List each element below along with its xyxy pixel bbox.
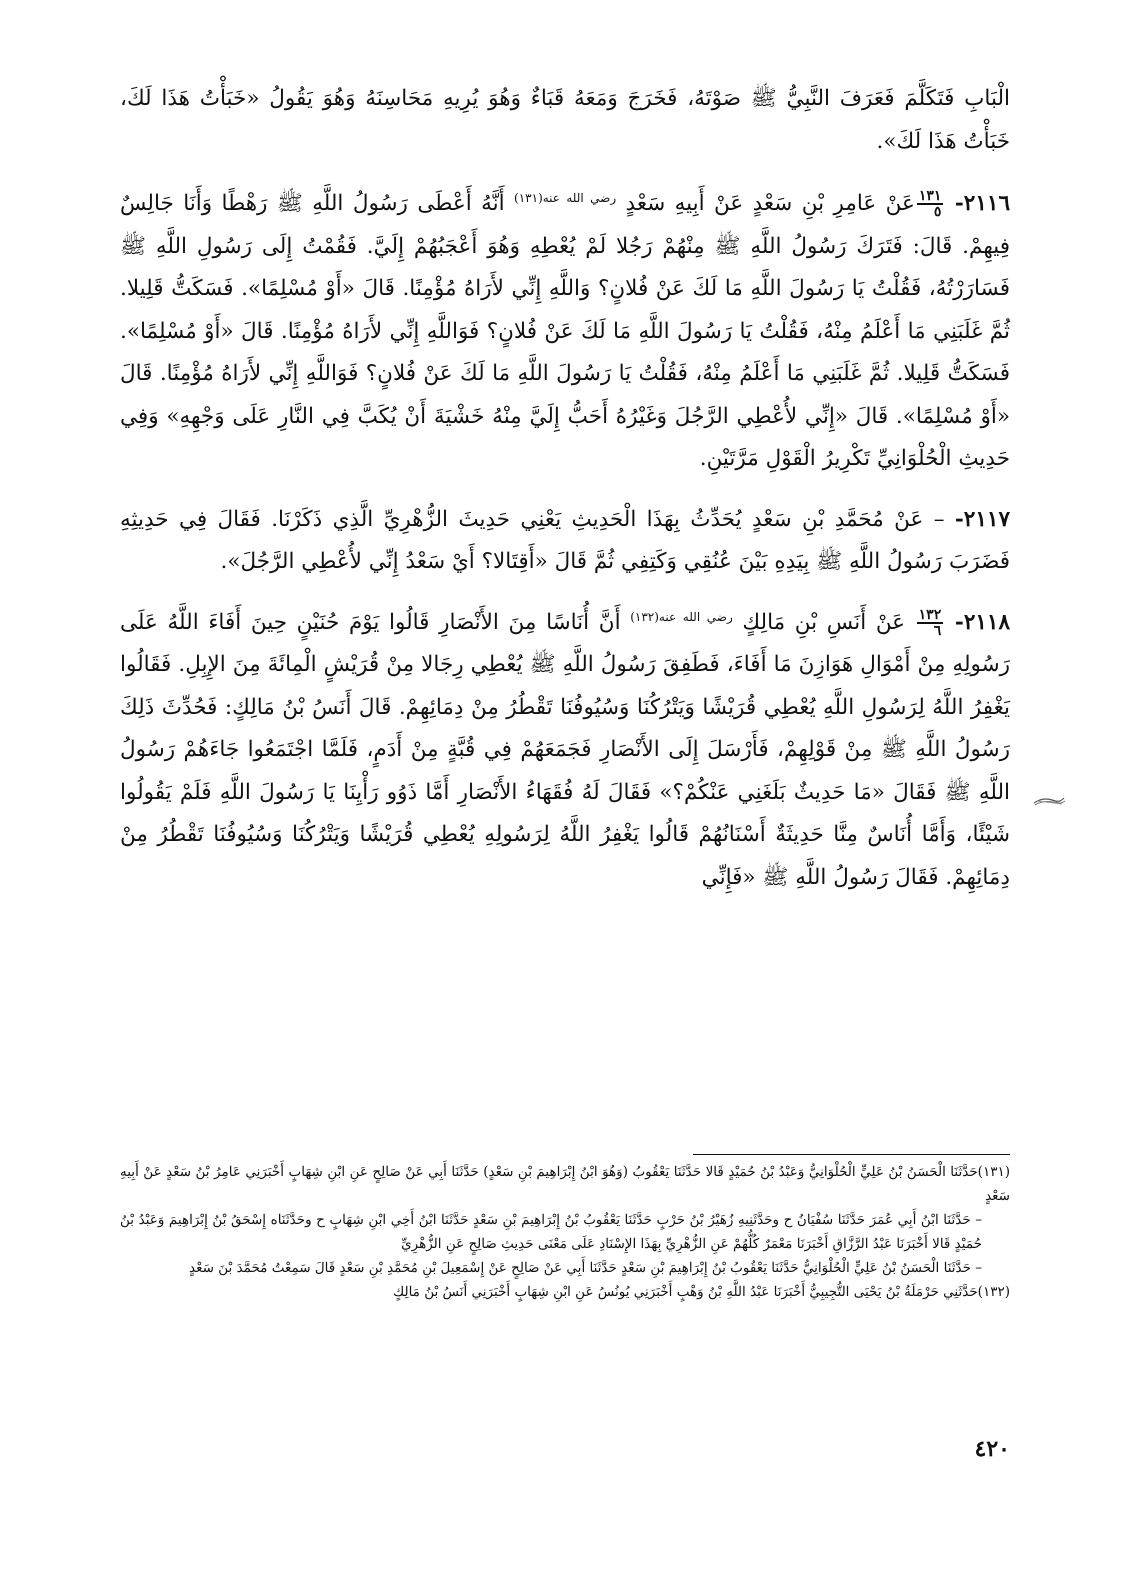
hadith-text: أَنَّهُ أَعْطَى رَسُولُ اللَّهِ ﷺ رَهْطًا وَأَنَا جَالِسٌ فِيهِمْ. قَالَ: فَتَرَكَ رَسُولُ اللَّهِ ﷺ مِنْهُمْ رَجُلا لَمْ يُعْطِهِ وَهُوَ أَعْجَبُهُمْ إِلَيَّ. فَقُمْتُ إِلَى رَسُولِ اللَّهِ ﷺ فَسَارَرْتُهُ، فَقُلْتُ يَا رَسُولَ اللَّهِ مَا لَكَ عَنْ فُلانٍ؟ وَاللَّهِ إِنِّي لأَرَاهُ مُؤْمِنًا. قَالَ «أَوْ مُسْلِمًا». فَسَكَتُّ قَلِيلا. ثُمَّ غَلَبَنِي مَا أَعْلَمُ مِنْهُ، فَقُلْتُ يَا رَسُولَ اللَّهِ مَا لَكَ عَنْ فُلانٍ؟ فَوَاللَّهِ إِنِّي لأَرَاهُ مُؤْمِنًا. قَالَ «أَوْ مُسْلِمًا». فَسَكَتُّ قَلِيلا. ثُمَّ غَلَبَنِي مَا أَعْلَمُ مِنْهُ، فَقُلْتُ يَا رَسُولَ اللَّهِ مَا لَكَ عَنْ فُلانٍ؟ فَوَاللَّهِ إِنِّي لأَرَاهُ مُؤْمِنًا. قَالَ «أَوْ مُسْلِمًا». قَالَ «إِنِّي لأُعْطِي الرَّجُلَ وَغَيْرُهُ أَحَبُّ إِلَيَّ مِنْهُ خَشْيَةَ أَنْ يُكَبَّ فِي النَّارِ عَلَى وَجْهِهِ» وَفِي حَدِيثِ الْحُلْوَانِيِّ تَكْرِيرُ الْقَوْلِ مَرَّتَيْنِ. bbox=[120, 191, 1010, 471]
honorific-glyph: رضي الله عنه bbox=[658, 609, 733, 624]
hadith-2117 bbox=[120, 499, 1010, 584]
fraction-denominator: ٦ bbox=[933, 622, 942, 639]
hadith-number: ٢١١٦- bbox=[954, 191, 1010, 216]
hadith-text: أَنَّ أُنَاسًا مِنَ الأَنْصَارِ قَالُوا يَوْمَ حُنَيْنٍ حِينَ أَفَاءَ اللَّهُ عَلَى رَسُولِهِ مِنْ أَمْوَالِ هَوَازِنَ مَا أَفَاءَ، فَطَفِقَ رَسُولُ اللَّهِ ﷺ يُعْطِي رِجَالا مِنْ قُرَيْشٍ الْمِائَةَ مِنَ الإِبِلِ. فَقَالُوا يَغْفِرُ اللَّهُ لِرَسُولِ اللَّهِ يُعْطِي قُرَيْشًا وَيَتْرُكُنَا وَسُيُوفُنَا تَقْطُرُ مِنْ دِمَائِهِمْ. قَالَ أَنَسُ بْنُ مَالِكٍ: فَحُدِّثَ ذَلِكَ رَسُولُ اللَّهِ ﷺ مِنْ قَوْلِهِمْ، فَأَرْسَلَ إِلَى الأَنْصَارِ فَجَمَعَهُمْ فِي قُبَّةٍ مِنْ أَدَمٍ، فَلَمَّا اجْتَمَعُوا جَاءَهُمْ رَسُولُ اللَّهِ ﷺ فَقَالَ «مَا حَدِيثٌ بَلَغَنِي عَنْكُمْ؟» فَقَالَ لَهُ فُقَهَاءُ الأَنْصَارِ أَمَّا ذَوُو رَأْيِنَا يَا رَسُولَ اللَّهِ فَلَمْ يَقُولُوا شَيْئًا، وَأَمَّا أُنَاسٌ مِنَّا حَدِيثَةٌ أَسْنَانُهُمْ قَالُوا يَغْفِرُ اللَّهُ لِرَسُولِهِ يُعْطِي قُرَيْشًا وَيَتْرُكُنَا وَسُيُوفُنَا تَقْطُرُ مِنْ دِمَائِهِمْ. فَقَالَ رَسُولُ اللَّهِ ﷺ «فَإِنِّي bbox=[120, 609, 1010, 890]
footnote-reference: (١٣٢) bbox=[630, 609, 659, 624]
hadith-text: – عَنْ مُحَمَّدِ بْنِ سَعْدٍ يُحَدِّثُ بِهَذَا الْحَدِيثِ يَعْنِي حَدِيثَ الزُّهْرِيِّ الَّذِي ذَكَرْنَا. فَقَالَ فِي حَدِيثِهِ فَضَرَبَ رَسُولُ اللَّهِ ﷺ بِيَدِهِ بَيْنَ عُنُقِي وَكَتِفِي ثُمَّ قَالَ «أَقِتَالا؟ أَيْ سَعْدُ إِنِّي لأُعْطِي الرَّجُلَ». bbox=[120, 506, 1010, 574]
footnote-132: (١٣٢)حَدَّثَنِي حَرْمَلَةُ بْنُ يَحْيَى التُّجِيبِيُّ أَخْبَرَنَا عَبْدُ اللَّهِ بْنُ وَهْبٍ أَخْبَرَنِي يُونُسُ عَنِ ابْنِ شِهَابٍ أَخْبَرَنِي أَنَسُ بْنُ مَالِكٍ bbox=[393, 1284, 1010, 1300]
footnote-131: (١٣١)حَدَّثَنَا الْحَسَنُ بْنُ عَلِيٍّ الْحُلْوَانِيُّ وَعَبْدُ بْنُ حُمَيْدٍ قَالا حَدَّثَنَا يَعْقُوبُ (وَهُوَ ابْنُ إِبْرَاهِيمَ بْنِ سَعْدٍ) حَدَّثَنَا أَبِي عَنْ صَالِحٍ عَنِ ابْنِ شِهَابٍ أَخْبَرَنِي عَامِرُ بْنُ سَعْدٍ عَنْ أَبِيهِ سَعْدٍ bbox=[120, 1164, 1010, 1204]
footnote-separator bbox=[693, 1154, 1010, 1155]
footnote-131-chain-2: – حَدَّثَنَا ابْنُ أَبِي عُمَرَ حَدَّثَنَا سُفْيَانُ ح وحَدَّثَنِيهِ زُهَيْرُ بْنُ حَرْبٍ حَدَّثَنَا يَعْقُوبُ بْنُ إِبْرَاهِيمَ بْنِ سَعْدٍ حَدَّثَنَا ابْنُ أَخِي ابْنِ شِهَابٍ ح وحَدَّثَنَاه إِسْحَقُ بْنُ إِبْرَاهِيمَ وَعَبْدُ بْنُ حُمَيْدٍ قَالا أَخْبَرَنَا عَبْدُ الرَّزَّاقِ أَخْبَرَنَا مَعْمَرٌ كُلُّهُمْ عَنِ الزُّهْرِيِّ بِهَذَا الإِسْنَادِ عَلَى مَعْنَى حَدِيثِ صَالِحٍ عَنِ الزُّهْرِيِّ bbox=[120, 1212, 982, 1252]
fraction-denominator: ٥ bbox=[933, 204, 942, 220]
hadith-2118 bbox=[120, 602, 1010, 900]
footnote-reference: (١٣١) bbox=[514, 190, 543, 205]
honorific-glyph: رضي الله عنه bbox=[542, 190, 617, 205]
hadith-text: عَنْ عَامِرِ بْنِ سَعْدٍ عَنْ أَبِيهِ سَعْدٍ bbox=[616, 191, 915, 216]
continuation-paragraph: الْبَابِ فَتَكَلَّمَ فَعَرَفَ النَّبِيُّ ﷺ صَوْتَهُ، فَخَرَجَ وَمَعَهُ قَبَاءٌ وَهُوَ يُرِيهِ مَحَاسِنَهُ وَهُوَ يَقُولُ «خَبَأْتُ هَذَا لَكَ، خَبَأْتُ هَذَا لَكَ». bbox=[120, 86, 1010, 154]
hadith-2116 bbox=[120, 183, 1010, 481]
page-number: ٤٢٠ bbox=[974, 1436, 1010, 1462]
hadith-number: ٢١١٨- bbox=[954, 609, 1011, 635]
fraction-numerator: ١٣٢ bbox=[918, 606, 942, 623]
footnote-131-chain-3: – حَدَّثَنَا الْحَسَنُ بْنُ عَلِيٍّ الْحُلْوَانِيُّ حَدَّثَنَا يَعْقُوبُ بْنُ إِبْرَاهِيمَ بْنِ سَعْدٍ حَدَّثَنَا أَبِي عَنْ صَالِحٍ عَنْ إِسْمَعِيلَ بْنِ مُحَمَّدِ بْنِ سَعْدٍ قَالَ سَمِعْتُ مُحَمَّدَ بْنَ سَعْدٍ bbox=[189, 1260, 982, 1276]
fraction-numerator: ١٣١ bbox=[918, 188, 942, 204]
margin-scribble-icon bbox=[1032, 792, 1066, 810]
cross-reference-fraction bbox=[917, 608, 944, 638]
hadith-number: ٢١١٧- bbox=[954, 506, 1010, 532]
main-text bbox=[120, 78, 1010, 917]
hadith-text: عَنْ أَنَسِ بْنِ مَالِكٍ bbox=[732, 609, 915, 635]
cross-reference-fraction bbox=[917, 189, 944, 219]
footnotes bbox=[120, 1160, 1010, 1304]
